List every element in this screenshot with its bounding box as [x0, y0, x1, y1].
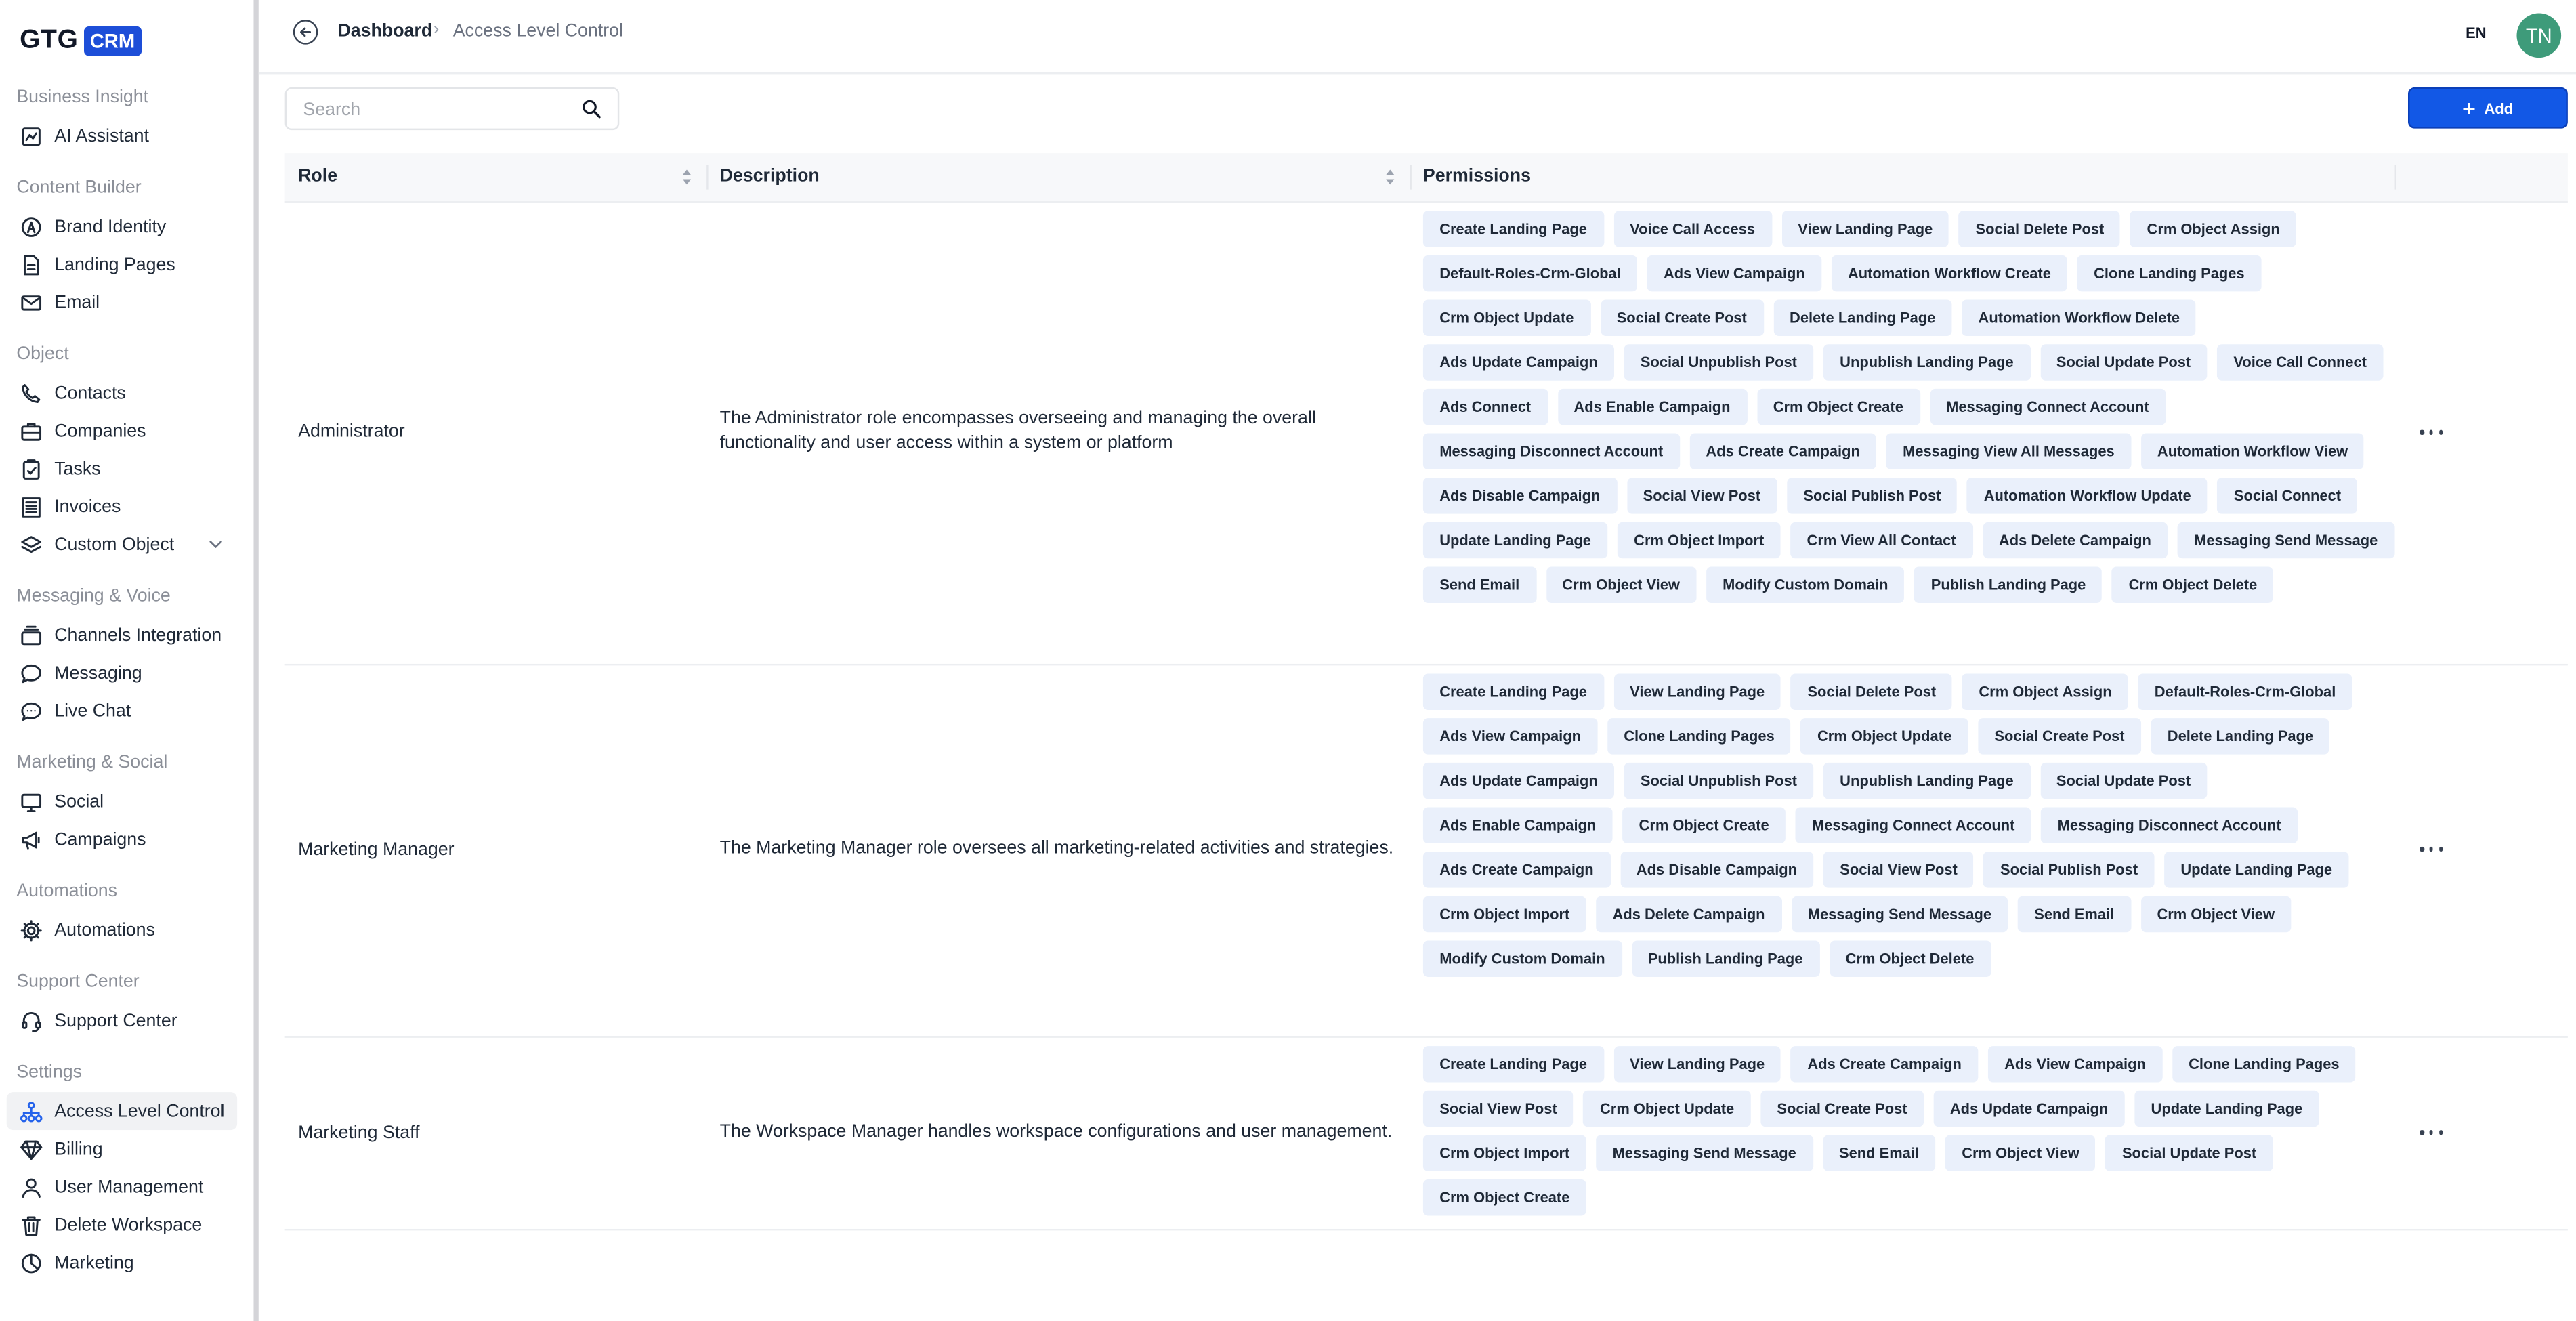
permission-tag: Social Unpublish Post — [1624, 344, 1814, 380]
permission-tag: Ads Update Campaign — [1934, 1091, 2125, 1127]
permission-tag: Publish Landing Page — [1914, 566, 2102, 602]
trash-icon — [20, 1213, 43, 1236]
permission-tag: Ads Delete Campaign — [1983, 522, 2168, 558]
permission-tag: Ads Update Campaign — [1423, 344, 1614, 380]
permission-tag: Automation Workflow Delete — [1962, 300, 2196, 336]
sort-icon[interactable] — [1385, 168, 1395, 186]
sidebar-item-label: Companies — [54, 421, 146, 441]
hierarchy-icon — [20, 1099, 43, 1123]
permission-tag: View Landing Page — [1613, 1046, 1781, 1082]
column-divider[interactable] — [2395, 165, 2396, 189]
permission-tag: Ads Update Campaign — [1423, 763, 1614, 799]
table-row — [285, 203, 2568, 665]
inbox-stack-icon — [20, 623, 43, 646]
permission-tag: Ads Disable Campaign — [1620, 852, 1814, 887]
permission-tag: Unpublish Landing Page — [1823, 763, 2030, 799]
permissions-cell — [1423, 211, 2395, 603]
user-icon — [20, 1175, 43, 1198]
permission-tag: Messaging Send Message — [1791, 896, 2008, 932]
permission-tag: Social Connect — [2218, 478, 2358, 513]
permission-tag: Ads Create Campaign — [1423, 852, 1610, 887]
permission-tag: Crm Object Create — [1622, 807, 1786, 843]
permission-tag: Send Email — [1823, 1135, 1936, 1171]
permission-tag: Crm Object Update — [1423, 300, 1590, 336]
sidebar-item-messaging[interactable] — [7, 654, 237, 692]
permission-tag: Unpublish Landing Page — [1823, 344, 2030, 380]
sidebar-item-label: Social — [54, 791, 104, 812]
sidebar-item-label: Live Chat — [54, 700, 131, 721]
sidebar-item-label: Billing — [54, 1139, 103, 1159]
diamond-icon — [20, 1137, 43, 1160]
sidebar-item-campaigns[interactable] — [7, 820, 237, 858]
permission-tag: Social Delete Post — [1959, 211, 2120, 247]
logo[interactable] — [20, 26, 142, 56]
permission-tag: Social Create Post — [1600, 300, 1763, 336]
permission-tag: Delete Landing Page — [2151, 718, 2329, 754]
chevron-down-icon[interactable] — [207, 535, 224, 551]
column-role[interactable]: Role — [298, 166, 338, 186]
permission-tag: Ads View Campaign — [1647, 255, 1821, 291]
permission-tag: Crm View All Contact — [1790, 522, 1972, 558]
column-divider[interactable] — [1410, 165, 1411, 189]
description-cell: The Marketing Manager role oversees all marketing-related activities and strategies. — [719, 838, 1394, 858]
sidebar-item-label: Channels Integration — [54, 625, 222, 645]
sidebar-item-label: Tasks — [54, 459, 101, 479]
back-button[interactable] — [293, 20, 318, 44]
chat-bubble-icon — [20, 661, 43, 684]
permission-tag: Clone Landing Pages — [1607, 718, 1791, 754]
logo-badge: CRM — [83, 26, 142, 56]
sidebar-item-label: Campaigns — [54, 829, 146, 850]
table-row — [285, 665, 2568, 1038]
permission-tag: Social Create Post — [1978, 718, 2141, 754]
permission-tag: Send Email — [2018, 896, 2131, 932]
add-button-label: Add — [2484, 100, 2514, 117]
permission-tag: Crm Object Import — [1618, 522, 1781, 558]
sidebar-item-label: Landing Pages — [54, 254, 175, 274]
sidebar — [0, 0, 253, 1321]
sidebar-item-brand-identity[interactable] — [7, 207, 237, 245]
sidebar-item-label: Messaging — [54, 663, 142, 683]
sidebar-item-label: Delete Workspace — [54, 1215, 203, 1235]
sidebar-item-live-chat[interactable] — [7, 692, 237, 730]
permission-tag: Update Landing Page — [1423, 522, 1607, 558]
sidebar-item-delete-workspace[interactable] — [7, 1206, 237, 1244]
avatar[interactable]: TN — [2516, 13, 2561, 58]
briefcase-icon — [20, 419, 43, 442]
search-box — [285, 87, 620, 130]
invoice-icon — [20, 495, 43, 518]
sidebar-item-label: Custom Object — [54, 534, 175, 555]
permission-tag: Ads Connect — [1423, 389, 1548, 425]
permission-tag: Ads View Campaign — [1423, 718, 1597, 754]
search-icon[interactable] — [581, 99, 601, 119]
sidebar-section-title: Automations — [16, 881, 118, 902]
permission-tag: Social Delete Post — [1791, 674, 1952, 710]
column-permissions: Permissions — [1422, 166, 1531, 186]
phone-icon — [20, 381, 43, 404]
table-header — [285, 153, 2568, 203]
permission-tag: Social Unpublish Post — [1624, 763, 1814, 799]
permission-tag: Update Landing Page — [2164, 852, 2348, 887]
clipboard-check-icon — [20, 457, 43, 480]
permission-tag: Update Landing Page — [2134, 1091, 2319, 1127]
sidebar-item-label: Invoices — [54, 497, 121, 517]
permission-tag: Messaging Connect Account — [1930, 389, 2166, 425]
description-cell: The Workspace Manager handles workspace configurations and user management. — [719, 1121, 1393, 1142]
role-cell: Marketing Staff — [298, 1123, 420, 1144]
permission-tag: Crm Object Delete — [2112, 566, 2273, 602]
permission-tag: Publish Landing Page — [1632, 940, 1819, 976]
permission-tag: View Landing Page — [1613, 674, 1781, 710]
permission-tag: Social Update Post — [2040, 763, 2208, 799]
permission-tag: Messaging Disconnect Account — [2041, 807, 2298, 843]
sidebar-item-billing[interactable] — [7, 1130, 237, 1168]
permission-tag: Create Landing Page — [1423, 1046, 1603, 1082]
sidebar-item-label: Brand Identity — [54, 216, 167, 236]
permission-tag: Default-Roles-Crm-Global — [2138, 674, 2352, 710]
sidebar-section-title: Business Insight — [16, 87, 149, 108]
role-cell: Administrator — [298, 421, 405, 442]
permission-tag: Social Publish Post — [1984, 852, 2155, 887]
permission-tag: Delete Landing Page — [1773, 300, 1952, 336]
sidebar-item-label: Access Level Control — [54, 1101, 225, 1121]
sidebar-section-title: Content Builder — [16, 177, 142, 198]
permission-tag: Ads Enable Campaign — [1423, 807, 1613, 843]
sidebar-section-title: Object — [16, 344, 69, 364]
permission-tag: Crm Object View — [1945, 1135, 2096, 1171]
permission-tag: Crm Object Assign — [1962, 674, 2128, 710]
sidebar-item-label: AI Assistant — [54, 126, 150, 146]
permission-tag: Automation Workflow Create — [1832, 255, 2068, 291]
permission-tag: Ads Enable Campaign — [1557, 389, 1747, 425]
brand-identity-icon — [20, 215, 43, 238]
column-description[interactable]: Description — [719, 166, 820, 186]
permission-tag: Ads Disable Campaign — [1423, 478, 1617, 513]
sidebar-item-email[interactable] — [7, 283, 237, 321]
sidebar-scrollbar[interactable] — [253, 0, 258, 1321]
sidebar-item-landing-pages[interactable] — [7, 245, 237, 283]
sidebar-item-contacts[interactable] — [7, 374, 237, 412]
headset-icon — [20, 1009, 43, 1032]
sidebar-item-access-level-control[interactable] — [7, 1092, 237, 1130]
permission-tag: Social View Post — [1823, 852, 1974, 887]
permission-tag: Crm Object Assign — [2130, 211, 2296, 247]
permission-tag: Messaging Send Message — [2178, 522, 2394, 558]
logo-text: GTG — [20, 26, 79, 55]
column-divider[interactable] — [706, 165, 708, 189]
chevron-right-icon: › — [433, 20, 440, 40]
sidebar-item-companies[interactable] — [7, 412, 237, 450]
permission-tag: Clone Landing Pages — [2077, 255, 2261, 291]
plus-icon — [2463, 102, 2476, 114]
permission-tag: Ads Delete Campaign — [1596, 896, 1781, 932]
permission-tag: Messaging Connect Account — [1796, 807, 2031, 843]
sidebar-item-support-center[interactable] — [7, 1001, 237, 1039]
permission-tag: Clone Landing Pages — [2172, 1046, 2356, 1082]
sidebar-item-automations[interactable] — [7, 911, 237, 949]
sidebar-item-tasks[interactable] — [7, 450, 237, 488]
layers-icon — [20, 533, 43, 556]
permission-tag: Social View Post — [1423, 1091, 1574, 1127]
sidebar-item-label: Automations — [54, 920, 155, 940]
header — [259, 0, 2576, 74]
permissions-cell — [1423, 1046, 2395, 1215]
permission-tag: Crm Object Update — [1584, 1091, 1751, 1127]
breadcrumb-current: Access Level Control — [452, 21, 623, 41]
sidebar-item-custom-object[interactable] — [7, 526, 237, 564]
permission-tag: Crm Object Import — [1423, 896, 1586, 932]
sidebar-nav — [0, 79, 253, 1282]
mail-icon — [20, 291, 43, 314]
chat-dots-icon — [20, 699, 43, 722]
permission-tag: Social View Post — [1626, 478, 1777, 513]
permission-tag: Messaging Disconnect Account — [1423, 434, 1680, 469]
permission-tag: Ads Create Campaign — [1791, 1046, 1978, 1082]
permission-tag: Messaging View All Messages — [1886, 434, 2131, 469]
permission-tag: Crm Object View — [2140, 896, 2291, 932]
table-row — [285, 1038, 2568, 1230]
permission-tag: Automation Workflow Update — [1967, 478, 2208, 513]
sidebar-section-title: Messaging & Voice — [16, 586, 171, 606]
permission-tag: Create Landing Page — [1423, 674, 1603, 710]
description-cell: The Administrator role encompasses overseeing and managing the overall functionality and user access within a system or platform — [719, 408, 1316, 453]
sidebar-item-label: Marketing — [54, 1253, 134, 1273]
sidebar-item-social[interactable] — [7, 782, 237, 820]
sidebar-item-label: User Management — [54, 1177, 204, 1197]
permission-tag: Modify Custom Domain — [1423, 940, 1622, 976]
permission-tag: Automation Workflow View — [2141, 434, 2365, 469]
permission-tag: Crm Object Update — [1801, 718, 1968, 754]
sidebar-item-marketing[interactable] — [7, 1244, 237, 1282]
permission-tag: Messaging Send Message — [1596, 1135, 1813, 1171]
permission-tag: Social Publish Post — [1787, 478, 1958, 513]
permission-tag: Ads Create Campaign — [1689, 434, 1876, 469]
permission-tag: Voice Call Connect — [2217, 344, 2383, 380]
pie-chart-icon — [20, 1251, 43, 1274]
permission-tag: Crm Object Import — [1423, 1135, 1586, 1171]
sidebar-item-ai-assistant[interactable] — [7, 117, 237, 155]
sidebar-section-title: Marketing & Social — [16, 753, 168, 773]
breadcrumb-dashboard[interactable]: Dashboard — [337, 21, 433, 41]
role-cell: Marketing Manager — [298, 840, 455, 860]
monitor-icon — [20, 790, 43, 813]
permission-tag: Create Landing Page — [1423, 211, 1603, 247]
permission-tag: Default-Roles-Crm-Global — [1423, 255, 1637, 291]
permission-tag: Social Update Post — [2040, 344, 2208, 380]
more-actions-icon[interactable] — [2420, 847, 2443, 854]
add-button[interactable] — [2408, 87, 2568, 129]
permissions-cell — [1423, 674, 2395, 977]
sidebar-section-title: Settings — [16, 1062, 82, 1083]
permission-tag: Social Update Post — [2106, 1135, 2273, 1171]
language-switcher[interactable]: EN — [2466, 24, 2487, 41]
sidebar-item-label: Contacts — [54, 383, 126, 403]
search-input[interactable] — [287, 89, 595, 131]
sort-icon[interactable] — [682, 168, 692, 186]
permission-tag: Send Email — [1423, 566, 1536, 602]
sidebar-item-label: Support Center — [54, 1010, 177, 1030]
permission-tag: Crm Object Create — [1756, 389, 1920, 425]
document-icon — [20, 253, 43, 276]
permission-tag: Crm Object Delete — [1829, 940, 1990, 976]
permission-tag: View Landing Page — [1781, 211, 1949, 247]
sidebar-item-channels-integration[interactable] — [7, 616, 237, 654]
gear-icon — [20, 919, 43, 942]
ai-assistant-icon — [20, 125, 43, 148]
permission-tag: Ads View Campaign — [1988, 1046, 2162, 1082]
sidebar-section-title: Support Center — [16, 971, 140, 992]
permission-tag: Crm Object View — [1546, 566, 1696, 602]
more-actions-icon[interactable] — [2420, 1130, 2443, 1137]
permission-tag: Crm Object Create — [1423, 1179, 1586, 1215]
permission-tag: Voice Call Access — [1613, 211, 1772, 247]
arrow-left-icon — [298, 24, 313, 39]
sidebar-item-invoices[interactable] — [7, 488, 237, 526]
permission-tag: Social Create Post — [1760, 1091, 1924, 1127]
permission-tag: Modify Custom Domain — [1706, 566, 1905, 602]
sidebar-item-user-management[interactable] — [7, 1168, 237, 1206]
more-actions-icon[interactable] — [2420, 430, 2443, 437]
megaphone-icon — [20, 828, 43, 851]
sidebar-item-label: Email — [54, 292, 100, 312]
